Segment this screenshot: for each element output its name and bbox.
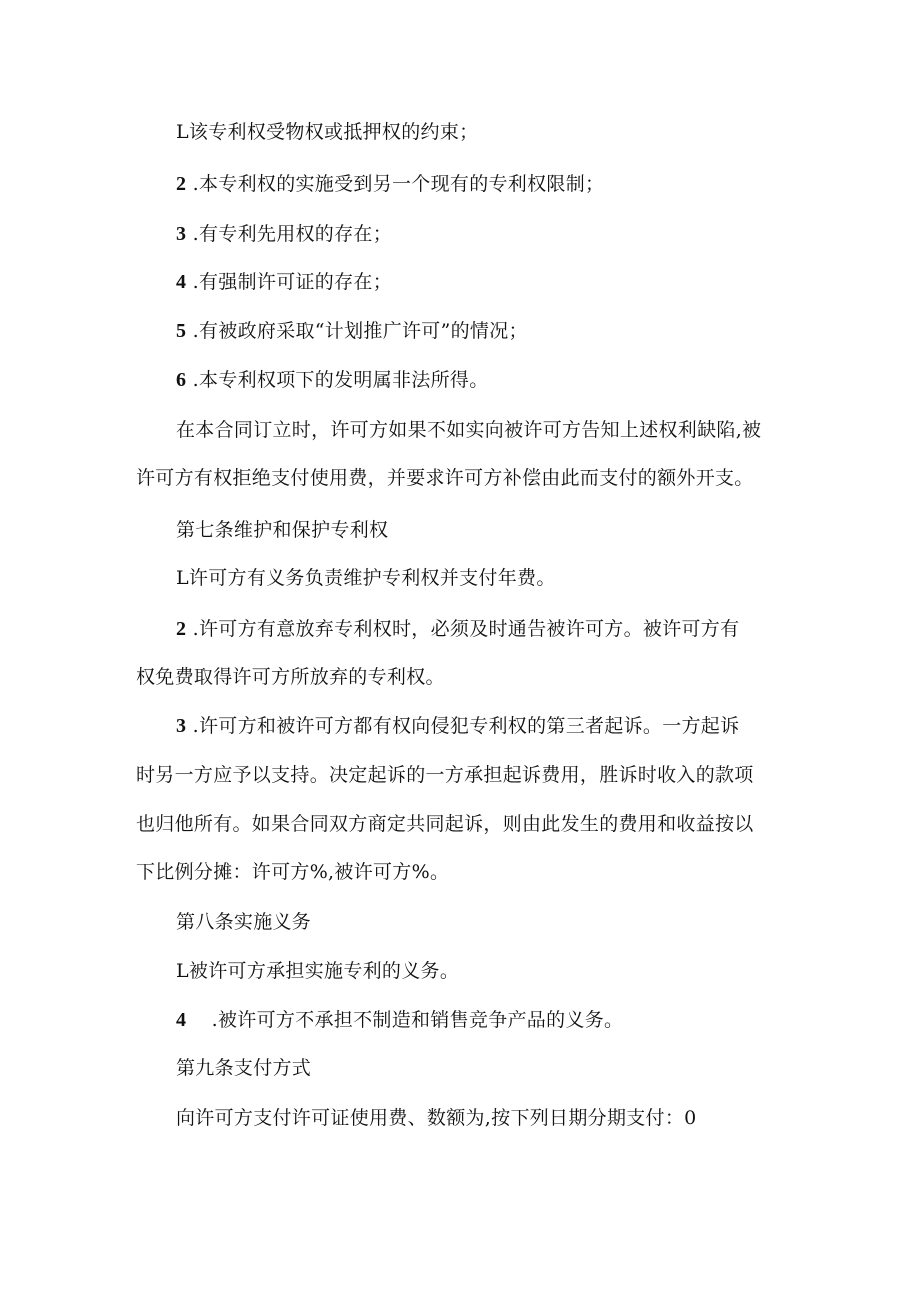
item-number: 6 <box>176 369 187 391</box>
paragraph-line: 向许可方支付许可证使用费、数额为,按下列日期分期支付：0 <box>176 1107 697 1129</box>
clause-item-3: 3 .许可方和被许可方都有权向侵犯专利权的第三者起诉。一方起诉 <box>176 715 740 737</box>
item-number: 2 <box>176 618 187 640</box>
clause-item-1: L许可方有义务负责维护专利权并支付年费。 <box>176 567 556 589</box>
item-number: 4 <box>176 1009 187 1031</box>
paragraph-line: 权免费取得许可方所放弃的专利权。 <box>136 666 445 688</box>
item-number: 3 <box>176 715 187 737</box>
clause-item-5: 5 .有被政府采取“计划推广许可”的情况； <box>176 320 528 342</box>
clause-item-4: 4 .被许可方不承担不制造和销售竞争产品的义务。 <box>176 1009 624 1031</box>
item-number: 2 <box>176 173 187 195</box>
paragraph-line: 也归他所有。如果合同双方商定共同起诉，则由此发生的费用和收益按以 <box>136 813 754 835</box>
clause-item-3: 3 .有专利先用权的存在； <box>176 223 392 245</box>
clause-item-1: L被许可方承担实施专利的义务。 <box>176 960 460 982</box>
section-heading-8: 第八条实施义务 <box>176 911 312 933</box>
paragraph-line: 许可方有权拒绝支付使用费，并要求许可方补偿由此而支付的额外开支。 <box>136 467 754 489</box>
item-number: 3 <box>176 223 187 245</box>
clause-item-1: L该专利权受物权或抵押权的约束； <box>176 121 479 143</box>
item-number: 5 <box>176 320 187 342</box>
clause-item-2: 2 .本专利权的实施受到另一个现有的专利权限制； <box>176 173 605 195</box>
section-heading-7: 第七条维护和保护专利权 <box>176 519 389 541</box>
paragraph-line: 在本合同订立时，许可方如果不如实向被许可方告知上述权利缺陷,被 <box>176 419 762 441</box>
item-number: 4 <box>176 271 187 293</box>
clause-item-2: 2 .许可方有意放弃专利权时，必须及时通告被许可方。被许可方有 <box>176 618 740 640</box>
paragraph-line: 时另一方应予以支持。决定起诉的一方承担起诉费用，胜诉时收入的款项 <box>136 764 754 786</box>
clause-item-4: 4 .有强制许可证的存在； <box>176 271 392 293</box>
clause-item-6: 6 .本专利权项下的发明属非法所得。 <box>176 369 489 391</box>
paragraph-line: 下比例分摊：许可方%,被许可方%。 <box>136 861 450 883</box>
section-heading-9: 第九条支付方式 <box>176 1057 312 1079</box>
